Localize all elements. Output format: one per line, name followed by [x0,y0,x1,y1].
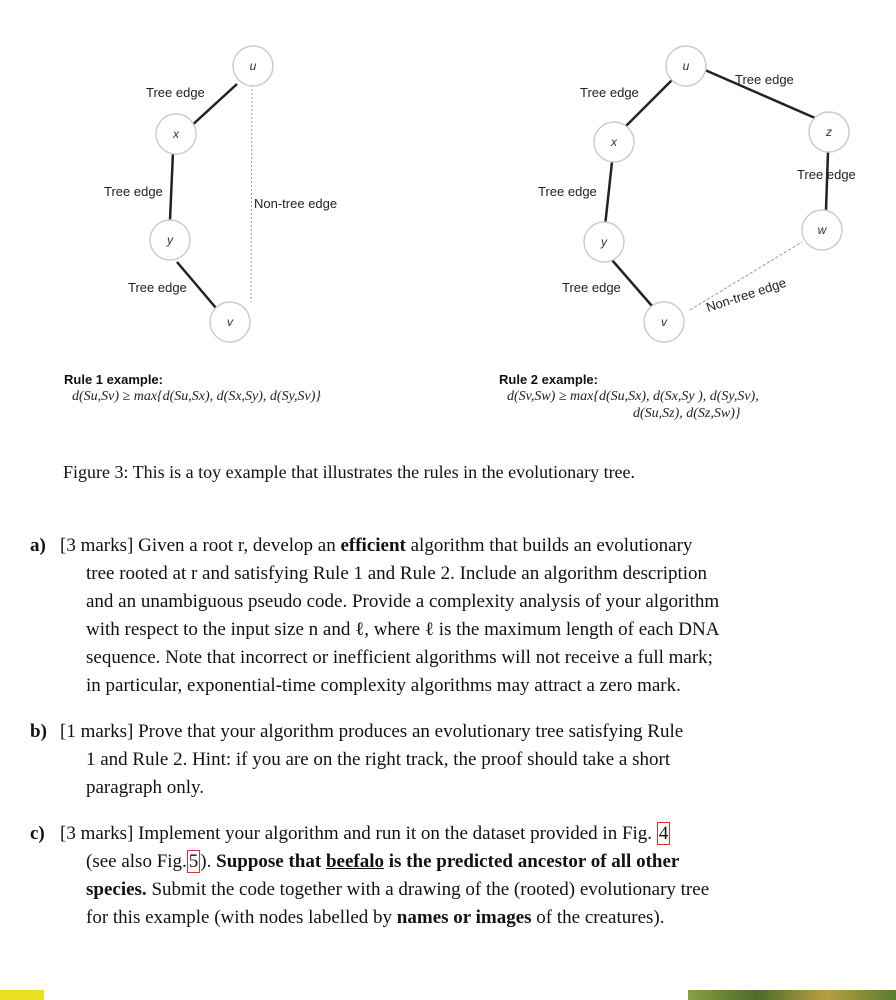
question-c-marks: [3 marks] [60,823,134,844]
figure-5-link[interactable]: 5 [188,851,199,872]
rule1-example [64,371,321,405]
question-a-line3: and an unambiguous pseudo code. Provide a complexity analysis of your algorithm [86,591,720,612]
question-c-names-or-images: names or images [396,907,532,928]
question-a-line5: sequence. Note that incorrect or inefficient algorithms will not receive a full mark; [86,647,713,668]
rule2-formula-line2: d(Su,Sz), d(Sz,Sw)} [633,406,741,421]
question-c-line2-mid: ). [200,851,212,872]
question-c-species: species. [86,879,147,900]
edge-label-non-tree: Non-tree edge [704,274,788,315]
node-y-label: y [167,233,173,247]
rule2-diagram [500,40,896,350]
edge-label-tree-yv: Tree edge [562,280,621,295]
question-b [30,718,896,802]
edge-label-tree-uz: Tree edge [735,72,794,87]
question-a-marks: [3 marks] [60,535,134,556]
edge-label-tree-bottom: Tree edge [128,280,187,295]
node-z-label: z [826,125,832,139]
question-a-line4: with respect to the input size n and ℓ, where ℓ is the maximum length of each DNA [86,619,720,640]
non-tree-edge-u-v [251,85,252,302]
node-u-label: u [682,59,690,73]
question-b-line3: paragraph only. [86,777,204,798]
edge-label-tree-ux: Tree edge [580,85,639,100]
question-c-bold-1: Suppose that [216,851,322,872]
question-c-beefalo: beefalo [325,851,384,872]
figure-4-link[interactable]: 4 [658,823,669,844]
question-c-label: c) [30,823,45,844]
node-v-label: v [227,315,233,329]
question-a-bold-efficient: efficient [340,535,406,556]
corner-decoration-right [688,990,896,1000]
tree-edge-x-y [170,152,173,220]
figure-caption: Figure 3: This is a toy example that illustrates the rules in the evolutionary tree. [63,462,636,482]
rule2-formula-line1: d(Sv,Sw) ≥ max{d(Su,Sx), d(Sx,Sy ), d(Sy,Sv), [507,389,759,404]
question-c [30,820,896,932]
question-b-label: b) [30,721,47,742]
question-a-line2: tree rooted at r and satisfying Rule 1 and Rule 2. Include an algorithm description [86,563,708,584]
edge-label-tree-zw: Tree edge [797,167,856,182]
question-c-line4-post: of the creatures). [536,907,665,928]
question-a [30,532,896,700]
question-c-line3-rest: Submit the code together with a drawing of the (rooted) evolutionary tree [151,879,710,900]
question-a-text-2: algorithm that builds an evolutionary [410,535,693,556]
question-b-line1: Prove that your algorithm produces an evolutionary tree satisfying Rule [138,721,684,742]
corner-decoration-left [0,990,44,1000]
question-c-bold-2: is the predicted ancestor of all other [388,851,680,872]
question-b-line2: 1 and Rule 2. Hint: if you are on the right track, the proof should take a short [86,749,671,770]
rule1-formula: d(Su,Sv) ≥ max{d(Su,Sx), d(Sx,Sy), d(Sy,Sv)} [72,389,322,404]
rule1-diagram [0,40,430,350]
node-x-label: x [611,135,617,149]
edge-label-tree-mid: Tree edge [104,184,163,199]
edge-label-tree-top: Tree edge [146,85,205,100]
question-c-line2-pre: (see also Fig. [86,851,187,872]
question-b-marks: [1 marks] [60,721,134,742]
node-w-label: w [817,223,827,237]
edge-label-non-tree: Non-tree edge [254,196,338,211]
rule2-example [499,371,759,422]
node-y-label: y [601,235,607,249]
question-a-text-1: Given a root r, develop an [138,535,336,556]
question-c-line4-pre: for this example (with nodes labelled by [86,907,393,928]
rule2-title: Rule 2 example: [499,372,598,387]
question-c-line1: Implement your algorithm and run it on the dataset provided in Fig. [138,823,653,844]
node-v-label: v [661,315,667,329]
question-a-line6: in particular, exponential-time complexity algorithms may attract a zero mark. [86,675,681,696]
tree-edge-x-y [605,162,612,226]
node-x-label: x [173,127,179,141]
node-u-label: u [249,59,257,73]
rule1-title: Rule 1 example: [64,372,163,387]
question-a-label: a) [30,535,46,556]
edge-label-tree-xy: Tree edge [538,184,597,199]
